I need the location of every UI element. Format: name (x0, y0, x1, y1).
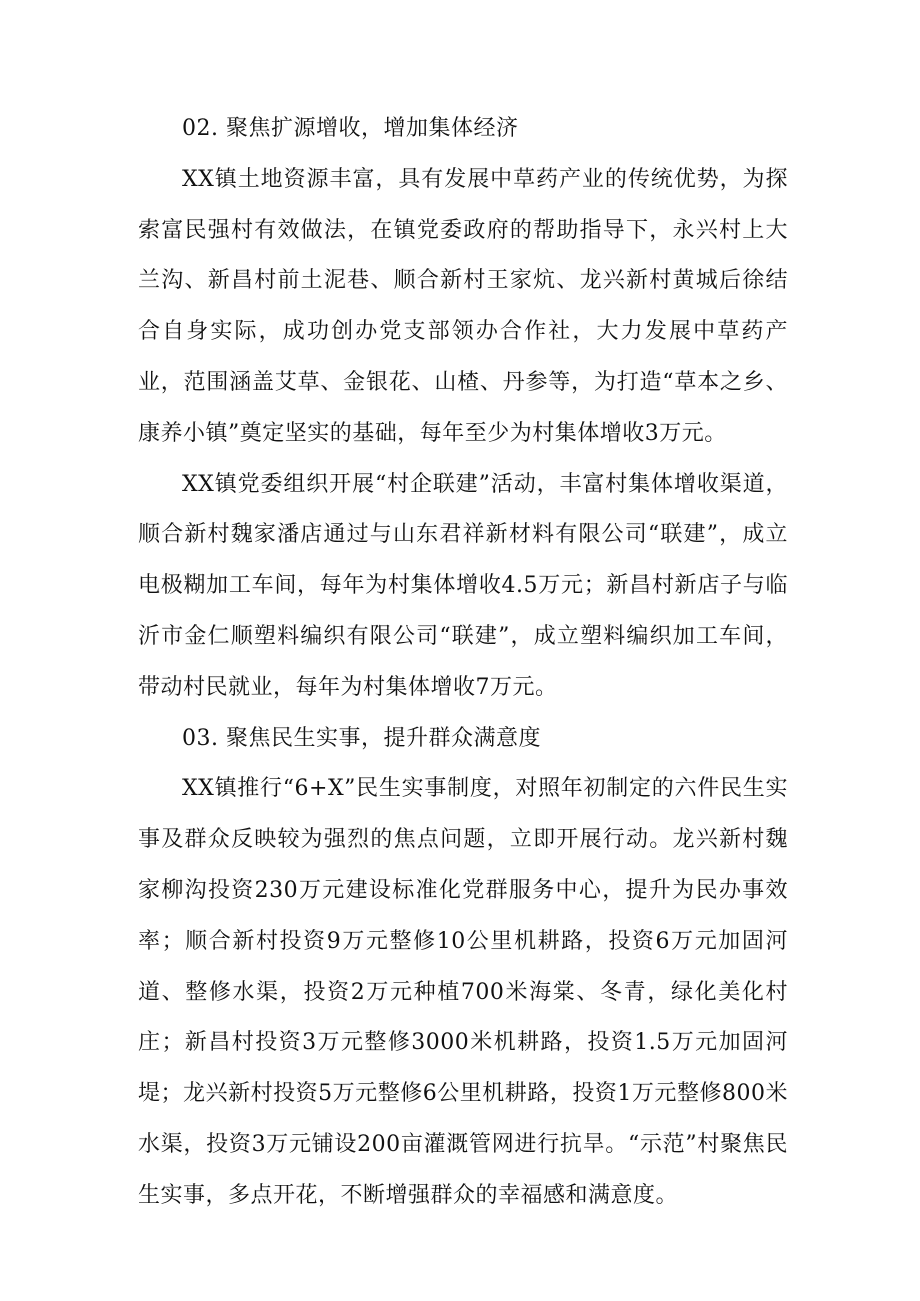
section-heading-02: 02. 聚焦扩源增收，增加集体经济 (182, 116, 519, 141)
paragraph-herbal-industry: XX镇土地资源丰富，具有发展中草药产业的传统优势，为探索富民强村有效做法，在镇党委政府的帮助指导下，永兴村上大兰沟、新昌村前土泥巷、顺合新村王家炕、龙兴新村黄城后徐结合自身实际，成功创办党支部领办合作社，大力发展中草药产业，范围涵盖艾草、金银花、山楂、丹参等，为打造“草本之乡、康养小镇”奠定坚实的基础，每年至少为村集体增收3万元。 (138, 166, 788, 446)
paragraph-village-enterprise: XX镇党委组织开展“村企联建”活动，丰富村集体增收渠道，顺合新村魏家潘店通过与山东君祥新材料有限公司“联建”，成立电极糊加工车间，每年为村集体增收4.5万元；新昌村新店子与临沂市金仁顺塑料编织有限公司“联建”，成立塑料编织加工车间，带动村民就业，每年为村集体增收7万元。 (138, 471, 788, 700)
document-body (138, 104, 788, 1222)
paragraph-livelihood-projects: XX镇推行“6+X”民生实事制度，对照年初制定的六件民生实事及群众反映较为强烈的焦点问题，立即开展行动。龙兴新村魏家柳沟投资230万元建设标准化党群服务中心，提升为民办事效率；顺合新村投资9万元整修10公里机耕路，投资6万元加固河道、整修水渠，投资2万元种植700米海棠、冬青，绿化美化村庄；新昌村投资3万元整修3000米机耕路，投资1.5万元加固河堤；龙兴新村投资5万元整修6公里机耕路，投资1万元整修800米水渠，投资3万元铺设200亩灌溉管网进行抗旱。“示范”村聚焦民生实事，多点开花，不断增强群众的幸福感和满意度。 (138, 776, 788, 1208)
section-heading-03: 03. 聚焦民生实事，提升群众满意度 (182, 725, 541, 751)
